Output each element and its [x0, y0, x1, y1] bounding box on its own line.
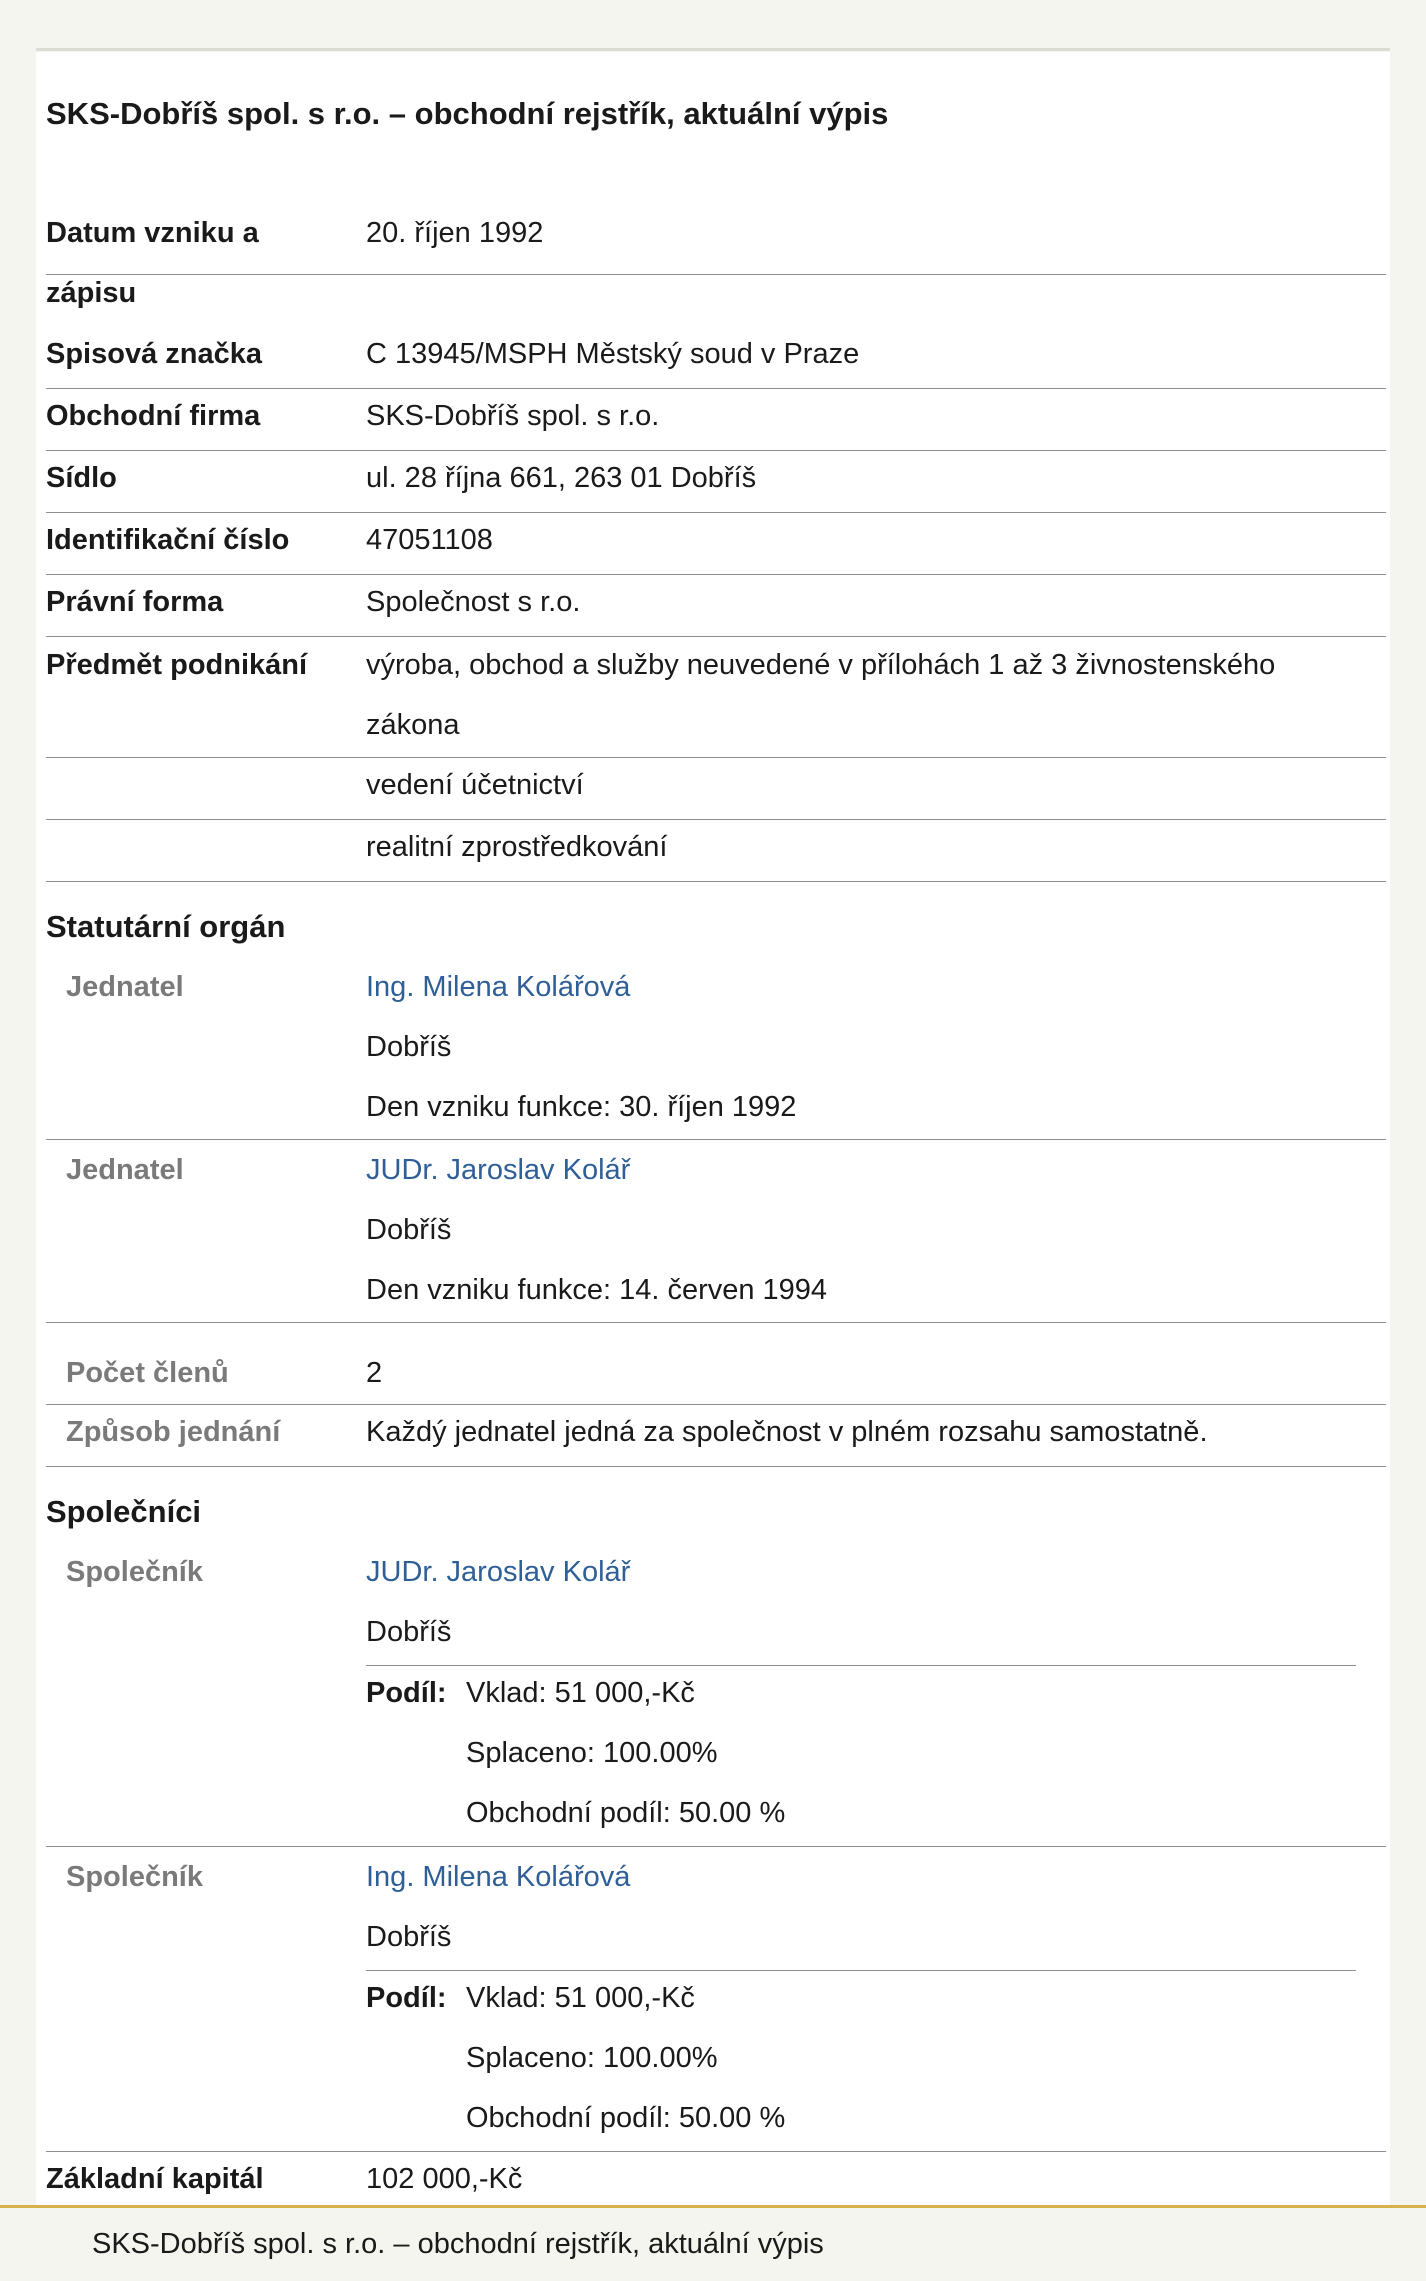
row-business-2: [46, 757, 1386, 820]
row-business: [46, 636, 1386, 758]
share-percent: Obchodní podíl: 50.00 %: [466, 1797, 786, 1829]
member-name-link[interactable]: JUDr. Jaroslav Kolář: [366, 1154, 631, 1186]
row-firm: [46, 388, 1386, 451]
member-count-label: Počet členů: [66, 1357, 229, 1389]
member-since: Den vzniku funkce: 30. říjen 1992: [366, 1091, 797, 1123]
manner-label: Způsob jednání: [66, 1416, 281, 1448]
business-item: výroba, obchod a služby neuvedené v přílohách 1 až 3 živnostenského: [366, 649, 1276, 681]
id-value: 47051108: [366, 524, 493, 556]
partner-name-link[interactable]: Ing. Milena Kolářová: [366, 1861, 631, 1893]
member-role: Jednatel: [66, 1154, 184, 1186]
seat-value: ul. 28 října 661, 263 01 Dobříš: [366, 462, 757, 494]
register-extract-card: [36, 52, 1390, 2207]
share-label: Podíl:: [366, 1677, 447, 1709]
member-city: Dobříš: [366, 1031, 452, 1063]
founded-label-line1: Datum vzniku a: [46, 217, 259, 249]
member-role: Jednatel: [66, 971, 184, 1003]
firm-label: Obchodní firma: [46, 400, 261, 432]
share-paid: Splaceno: 100.00%: [466, 2042, 718, 2074]
partner-name-link[interactable]: JUDr. Jaroslav Kolář: [366, 1556, 631, 1588]
member-since: Den vzniku funkce: 14. červen 1994: [366, 1274, 828, 1306]
share-deposit: Vklad: 51 000,-Kč: [466, 1677, 695, 1709]
row-legal-form: [46, 574, 1386, 637]
statutory-heading: Statutární orgán: [46, 909, 286, 944]
footer: [0, 2205, 1426, 2281]
page-title: SKS-Dobříš spol. s r.o. – obchodní rejstřík, aktuální výpis: [46, 96, 889, 131]
file-value: C 13945/MSPH Městský soud v Praze: [366, 338, 860, 370]
row-business-3: [46, 819, 1386, 882]
firm-value: SKS-Dobříš spol. s r.o.: [366, 400, 660, 432]
legal-form-label: Právní forma: [46, 586, 224, 618]
business-item: vedení účetnictví: [366, 769, 584, 801]
share-paid: Splaceno: 100.00%: [466, 1737, 718, 1769]
share-label: Podíl:: [366, 1982, 447, 2014]
founded-label-line2: zápisu: [46, 277, 137, 309]
seat-label: Sídlo: [46, 462, 117, 494]
partner-divider: [366, 1970, 1356, 1971]
row-file-number: [46, 326, 1386, 389]
member-name-link[interactable]: Ing. Milena Kolářová: [366, 971, 631, 1003]
partners-heading: Společníci: [46, 1494, 202, 1529]
founded-value: 20. říjen 1992: [366, 217, 544, 249]
business-item: zákona: [366, 709, 460, 741]
id-label: Identifikační číslo: [46, 524, 290, 556]
partner-entry: [46, 1846, 1386, 2152]
statutory-member: [46, 956, 1386, 1140]
row-member-count: [46, 1322, 1386, 1405]
member-count-value: 2: [366, 1357, 383, 1389]
partner-city: Dobříš: [366, 1921, 452, 1953]
capital-value: 102 000,-Kč: [366, 2163, 523, 2195]
statutory-member: [46, 1139, 1386, 1323]
manner-value: Každý jednatel jedná za společnost v plném rozsahu samostatně.: [366, 1416, 1208, 1448]
member-city: Dobříš: [366, 1214, 452, 1246]
row-founded-spacer: [46, 52, 1386, 326]
row-identification: [46, 512, 1386, 575]
capital-label: Základní kapitál: [46, 2163, 264, 2195]
partner-entry: [46, 1541, 1386, 1847]
partner-city: Dobříš: [366, 1616, 452, 1648]
partner-divider: [366, 1665, 1356, 1666]
footer-text: SKS-Dobříš spol. s r.o. – obchodní rejstřík, aktuální výpis: [92, 2228, 824, 2260]
file-label: Spisová značka: [46, 338, 262, 370]
business-label: Předmět podnikání: [46, 649, 308, 681]
share-percent: Obchodní podíl: 50.00 %: [466, 2102, 786, 2134]
row-manner: [46, 1404, 1386, 1467]
partner-role: Společník: [66, 1861, 203, 1893]
legal-form-value: Společnost s r.o.: [366, 586, 581, 618]
business-item: realitní zprostředkování: [366, 831, 668, 863]
share-deposit: Vklad: 51 000,-Kč: [466, 1982, 695, 2014]
partner-role: Společník: [66, 1556, 203, 1588]
top-divider: [36, 48, 1390, 51]
row-seat: [46, 450, 1386, 513]
